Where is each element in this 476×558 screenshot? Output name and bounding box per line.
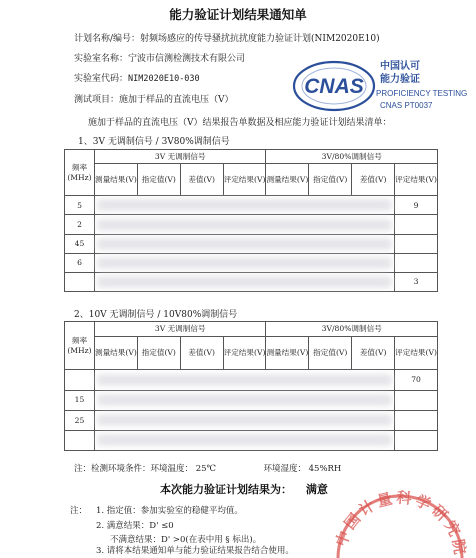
col-header: 评定结果(V) bbox=[395, 337, 438, 370]
col-header: 评定结果(V) bbox=[223, 164, 266, 196]
lab-code-line bbox=[74, 71, 200, 84]
redacted-cells bbox=[94, 370, 394, 390]
result-label: 本次能力验证计划结果为： bbox=[160, 483, 292, 496]
env-humidity: 环境湿度： 45%RH bbox=[263, 464, 342, 474]
group-right-header: 3V/80%调制信号 bbox=[266, 150, 438, 164]
col-header: 指定值(V) bbox=[309, 337, 352, 370]
freq-cell: 5 bbox=[65, 196, 95, 215]
lab-code-label: 实验室代码： bbox=[74, 74, 129, 84]
col-header: 测量结果(V) bbox=[266, 337, 309, 370]
table-row bbox=[65, 215, 438, 234]
col-header: 测量结果(V) bbox=[94, 164, 137, 196]
col-header: 差值(V) bbox=[180, 337, 223, 370]
freq-header: 频率(MHz) bbox=[65, 150, 95, 196]
cnas-logo-graphic bbox=[292, 55, 467, 117]
plan-label: 计划名称/编号： bbox=[74, 34, 141, 44]
tail-cell bbox=[395, 430, 438, 450]
tail-cell: 70 bbox=[395, 370, 438, 390]
col-header: 指定值(V) bbox=[137, 337, 180, 370]
lab-name-value: 宁波市信测检测技术有限公司 bbox=[128, 54, 246, 64]
test-item-label: 测试项目： bbox=[74, 95, 120, 105]
cnas-mark: CNAS bbox=[304, 75, 364, 98]
redacted-cells bbox=[94, 234, 394, 253]
col-header: 评定结果(V) bbox=[395, 164, 438, 196]
tail-cell bbox=[395, 390, 438, 410]
tail-cell: 3 bbox=[395, 272, 438, 291]
result-line bbox=[160, 481, 328, 497]
note-2: 2. 满意结果：D' ≤0 bbox=[96, 521, 174, 531]
table-row bbox=[65, 370, 438, 390]
table2-heading: 2、10V 无调制信号 / 10V80%调制信号 bbox=[74, 310, 238, 320]
table-row bbox=[65, 196, 438, 215]
col-header: 指定值(V) bbox=[309, 164, 352, 196]
cnas-logo bbox=[292, 55, 467, 117]
cnas-cn-line2: 能力验证 bbox=[380, 74, 420, 85]
tail-cell: 9 bbox=[395, 196, 438, 215]
note-3: 3. 请将本结果通知单与能力验证结果报告结合使用。 bbox=[96, 546, 294, 556]
group-left-header: 3V 无调制信号 bbox=[94, 150, 266, 164]
tail-cell bbox=[395, 253, 438, 272]
redacted-cells bbox=[94, 272, 394, 291]
official-seal bbox=[315, 478, 476, 558]
tail-cell bbox=[395, 410, 438, 430]
redacted-cells bbox=[94, 196, 394, 215]
freq-cell: 6 bbox=[65, 253, 95, 272]
cnas-cn-line1: 中国认可 bbox=[380, 61, 420, 72]
group-right-header: 3V/80%调制信号 bbox=[266, 322, 438, 337]
table1-heading: 1、3V 无调制信号 / 3V80%调制信号 bbox=[78, 137, 230, 147]
group-left-header: 3V 无调制信号 bbox=[94, 322, 266, 337]
tail-cell bbox=[395, 215, 438, 234]
freq-cell: 2 bbox=[65, 215, 95, 234]
note-2b: 不满意结果：D' >0(在表中用 § 标出)。 bbox=[110, 535, 262, 545]
col-header: 差值(V) bbox=[180, 164, 223, 196]
env-temp: 注：检测环境条件：环境温度： 25℃ bbox=[74, 464, 217, 474]
result-value: 满意 bbox=[305, 483, 328, 496]
col-header: 评定结果(V) bbox=[223, 337, 266, 370]
notes-prefix: 注： bbox=[70, 506, 88, 516]
cnas-en-line2: CNAS PT0037 bbox=[380, 101, 433, 110]
env-line bbox=[74, 462, 341, 474]
table-row bbox=[65, 272, 438, 291]
col-header: 差值(V) bbox=[352, 164, 395, 196]
test-item-line bbox=[74, 92, 234, 105]
freq-cell: 15 bbox=[65, 390, 95, 410]
lab-name-label: 实验室名称： bbox=[74, 54, 129, 64]
note-1: 1. 指定值：参加实验室的稳健平均值。 bbox=[96, 506, 243, 516]
cnas-en-line1: PROFICIENCY TESTING bbox=[376, 89, 467, 98]
col-header: 差值(V) bbox=[352, 337, 395, 370]
plan-value: 射频场感应的传导骚扰抗扰度能力验证计划(NIM2020E10) bbox=[140, 34, 380, 44]
freq-cell bbox=[65, 370, 95, 390]
tail-cell bbox=[395, 234, 438, 253]
redacted-cells bbox=[94, 390, 394, 410]
page-title: 能力验证计划结果通知单 bbox=[169, 7, 307, 22]
seal-text: 中国计量科学研究院 bbox=[332, 488, 470, 558]
lab-code-value: NIM2020E10-030 bbox=[128, 74, 200, 84]
test-item-value: 施加于样品的直流电压（V） bbox=[119, 95, 234, 105]
results-table-2 bbox=[64, 321, 438, 451]
plan-line bbox=[74, 31, 380, 44]
lab-name-line bbox=[74, 51, 245, 64]
redacted-cells bbox=[94, 215, 394, 234]
table-row bbox=[65, 234, 438, 253]
table-row bbox=[65, 410, 438, 430]
freq-cell bbox=[65, 430, 95, 450]
intro-text: 施加于样品的直流电压（V）结果报告单数据及相应能力验证计划结果清单： bbox=[88, 118, 392, 128]
table-row bbox=[65, 253, 438, 272]
redacted-cells bbox=[94, 253, 394, 272]
col-header: 测量结果(V) bbox=[266, 164, 309, 196]
col-header: 指定值(V) bbox=[137, 164, 180, 196]
table-row bbox=[65, 430, 438, 450]
col-header: 测量结果(V) bbox=[94, 337, 137, 370]
freq-cell: 45 bbox=[65, 234, 95, 253]
freq-header: 频率(MHz) bbox=[65, 322, 95, 370]
freq-cell bbox=[65, 272, 95, 291]
redacted-cells bbox=[94, 430, 394, 450]
table-row bbox=[65, 390, 438, 410]
seal-graphic bbox=[315, 478, 476, 558]
redacted-cells bbox=[94, 410, 394, 430]
results-table-1 bbox=[64, 149, 438, 292]
freq-cell: 25 bbox=[65, 410, 95, 430]
